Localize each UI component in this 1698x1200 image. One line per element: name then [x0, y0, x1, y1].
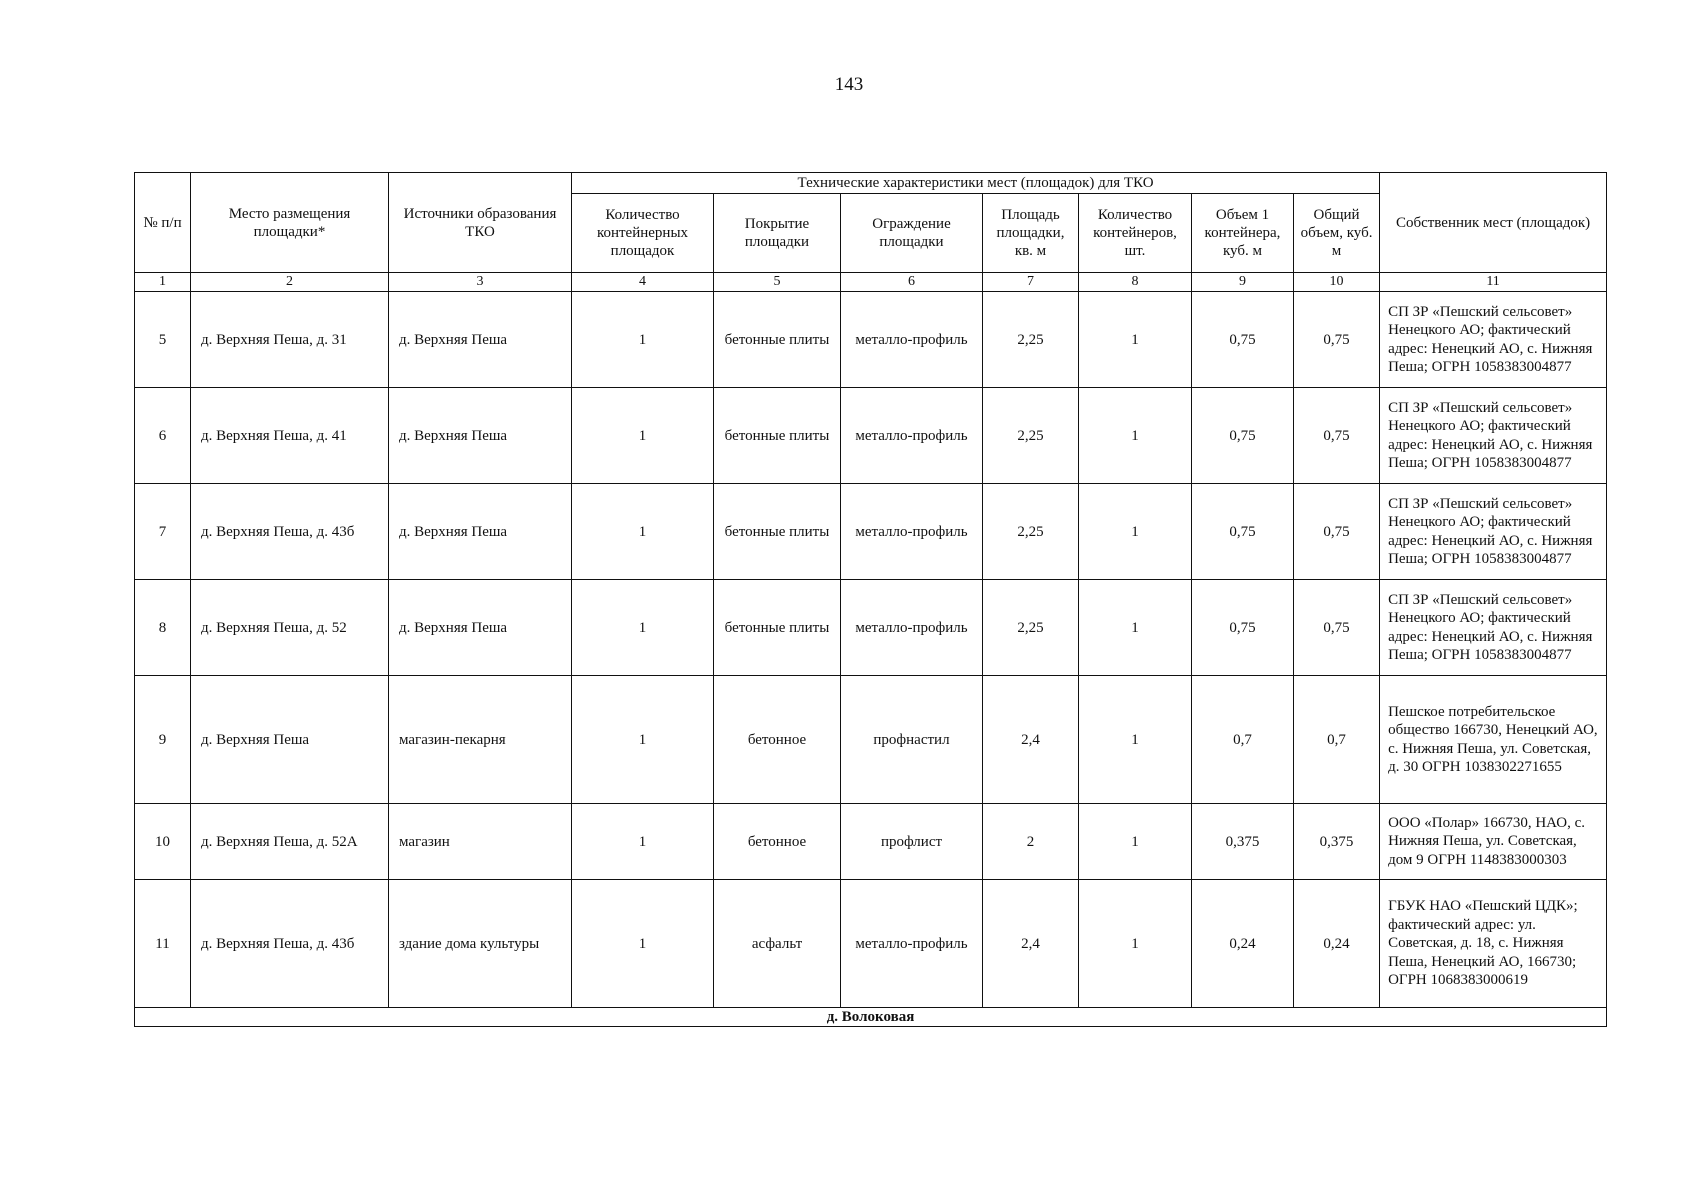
header-fence: Ограждение площадки	[841, 194, 983, 273]
cell-area: 2,4	[983, 880, 1079, 1008]
cell-place: д. Верхняя Пеша, д. 31	[191, 292, 389, 388]
section-row	[135, 1008, 1607, 1027]
header-owner: Собственник мест (площадок)	[1380, 173, 1607, 273]
cell-volume-total: 0,75	[1294, 292, 1380, 388]
cell-owner: СП ЗР «Пешский сельсовет» Ненецкого АО; фактический адрес: Ненецкий АО, с. Нижняя Пеша; ОГРН 1058383004877	[1380, 292, 1607, 388]
header-qty-containers: Количество контейнеров, шт.	[1079, 194, 1192, 273]
header-volume-total: Общий объем, куб. м	[1294, 194, 1380, 273]
cell-fence: металло-профиль	[841, 880, 983, 1008]
cell-area: 2,25	[983, 388, 1079, 484]
column-number: 8	[1079, 273, 1192, 292]
cell-volume-one: 0,75	[1192, 388, 1294, 484]
cell-cover: бетонные плиты	[714, 580, 841, 676]
cell-cover: бетонные плиты	[714, 388, 841, 484]
header-volume-one: Объем 1 контейнера, куб. м	[1192, 194, 1294, 273]
header-num: № п/п	[135, 173, 191, 273]
cell-qty-sites: 1	[572, 484, 714, 580]
cell-volume-total: 0,75	[1294, 388, 1380, 484]
cell-volume-one: 0,75	[1192, 292, 1294, 388]
column-number: 6	[841, 273, 983, 292]
cell-fence: профнастил	[841, 676, 983, 804]
cell-sources: д. Верхняя Пеша	[389, 292, 572, 388]
header-technical-group: Технические характеристики мест (площадок) для ТКО	[572, 173, 1380, 194]
waste-sites-table	[134, 172, 1607, 1027]
table-row	[135, 388, 1607, 484]
column-number: 9	[1192, 273, 1294, 292]
cell-fence: металло-профиль	[841, 580, 983, 676]
section-label: д. Волоковая	[135, 1008, 1607, 1027]
cell-volume-total: 0,375	[1294, 804, 1380, 880]
cell-place: д. Верхняя Пеша, д. 52А	[191, 804, 389, 880]
cell-volume-total: 0,24	[1294, 880, 1380, 1008]
header-cover: Покрытие площадки	[714, 194, 841, 273]
column-number: 4	[572, 273, 714, 292]
table-row	[135, 484, 1607, 580]
cell-volume-one: 0,375	[1192, 804, 1294, 880]
cell-sources: д. Верхняя Пеша	[389, 484, 572, 580]
cell-num: 10	[135, 804, 191, 880]
column-number: 10	[1294, 273, 1380, 292]
column-number: 3	[389, 273, 572, 292]
cell-place: д. Верхняя Пеша, д. 52	[191, 580, 389, 676]
cell-volume-one: 0,7	[1192, 676, 1294, 804]
cell-owner: ООО «Полар» 166730, НАО, с. Нижняя Пеша, ул. Советская, дом 9 ОГРН 1148383000303	[1380, 804, 1607, 880]
cell-num: 6	[135, 388, 191, 484]
cell-place: д. Верхняя Пеша	[191, 676, 389, 804]
header-sources: Источники образования ТКО	[389, 173, 572, 273]
cell-num: 8	[135, 580, 191, 676]
cell-qty-containers: 1	[1079, 804, 1192, 880]
cell-owner: ГБУК НАО «Пешский ЦДК»; фактический адрес: ул. Советская, д. 18, с. Нижняя Пеша, Ненецкий АО, 166730; ОГРН 1068383000619	[1380, 880, 1607, 1008]
cell-area: 2,25	[983, 484, 1079, 580]
cell-qty-sites: 1	[572, 880, 714, 1008]
cell-fence: металло-профиль	[841, 292, 983, 388]
cell-qty-sites: 1	[572, 676, 714, 804]
column-number: 2	[191, 273, 389, 292]
cell-num: 5	[135, 292, 191, 388]
column-number: 1	[135, 273, 191, 292]
cell-cover: бетонное	[714, 676, 841, 804]
cell-qty-containers: 1	[1079, 292, 1192, 388]
table-row	[135, 880, 1607, 1008]
cell-sources: д. Верхняя Пеша	[389, 580, 572, 676]
cell-qty-containers: 1	[1079, 880, 1192, 1008]
cell-qty-containers: 1	[1079, 484, 1192, 580]
cell-owner: СП ЗР «Пешский сельсовет» Ненецкого АО; фактический адрес: Ненецкий АО, с. Нижняя Пеша; ОГРН 1058383004877	[1380, 580, 1607, 676]
cell-owner: СП ЗР «Пешский сельсовет» Ненецкого АО; фактический адрес: Ненецкий АО, с. Нижняя Пеша; ОГРН 1058383004877	[1380, 388, 1607, 484]
cell-place: д. Верхняя Пеша, д. 43б	[191, 484, 389, 580]
table-row	[135, 804, 1607, 880]
cell-num: 11	[135, 880, 191, 1008]
cell-sources: магазин	[389, 804, 572, 880]
cell-volume-total: 0,75	[1294, 484, 1380, 580]
cell-cover: бетонное	[714, 804, 841, 880]
cell-volume-one: 0,75	[1192, 580, 1294, 676]
cell-cover: бетонные плиты	[714, 484, 841, 580]
cell-qty-containers: 1	[1079, 580, 1192, 676]
cell-fence: металло-профиль	[841, 484, 983, 580]
cell-sources: здание дома культуры	[389, 880, 572, 1008]
header-qty-sites: Количество контейнерных площадок	[572, 194, 714, 273]
cell-qty-sites: 1	[572, 388, 714, 484]
cell-qty-containers: 1	[1079, 388, 1192, 484]
cell-owner: СП ЗР «Пешский сельсовет» Ненецкого АО; фактический адрес: Ненецкий АО, с. Нижняя Пеша; ОГРН 1058383004877	[1380, 484, 1607, 580]
cell-volume-one: 0,75	[1192, 484, 1294, 580]
cell-qty-sites: 1	[572, 580, 714, 676]
cell-qty-sites: 1	[572, 804, 714, 880]
cell-volume-total: 0,7	[1294, 676, 1380, 804]
header-place: Место размещения площадки*	[191, 173, 389, 273]
cell-place: д. Верхняя Пеша, д. 43б	[191, 880, 389, 1008]
cell-qty-containers: 1	[1079, 676, 1192, 804]
column-number: 7	[983, 273, 1079, 292]
column-number: 5	[714, 273, 841, 292]
cell-num: 9	[135, 676, 191, 804]
cell-cover: асфальт	[714, 880, 841, 1008]
table-row	[135, 292, 1607, 388]
cell-sources: д. Верхняя Пеша	[389, 388, 572, 484]
page-number: 143	[834, 74, 864, 95]
cell-area: 2,25	[983, 580, 1079, 676]
header-area: Площадь площадки, кв. м	[983, 194, 1079, 273]
cell-sources: магазин-пекарня	[389, 676, 572, 804]
cell-area: 2,25	[983, 292, 1079, 388]
cell-area: 2	[983, 804, 1079, 880]
cell-num: 7	[135, 484, 191, 580]
cell-fence: металло-профиль	[841, 388, 983, 484]
cell-fence: профлист	[841, 804, 983, 880]
table-row	[135, 676, 1607, 804]
cell-place: д. Верхняя Пеша, д. 41	[191, 388, 389, 484]
cell-volume-total: 0,75	[1294, 580, 1380, 676]
cell-cover: бетонные плиты	[714, 292, 841, 388]
cell-volume-one: 0,24	[1192, 880, 1294, 1008]
cell-area: 2,4	[983, 676, 1079, 804]
table-row	[135, 580, 1607, 676]
cell-qty-sites: 1	[572, 292, 714, 388]
column-number: 11	[1380, 273, 1607, 292]
cell-owner: Пешское потребительское общество 166730, Ненецкий АО, с. Нижняя Пеша, ул. Советская, д. 30 ОГРН 1038302271655	[1380, 676, 1607, 804]
